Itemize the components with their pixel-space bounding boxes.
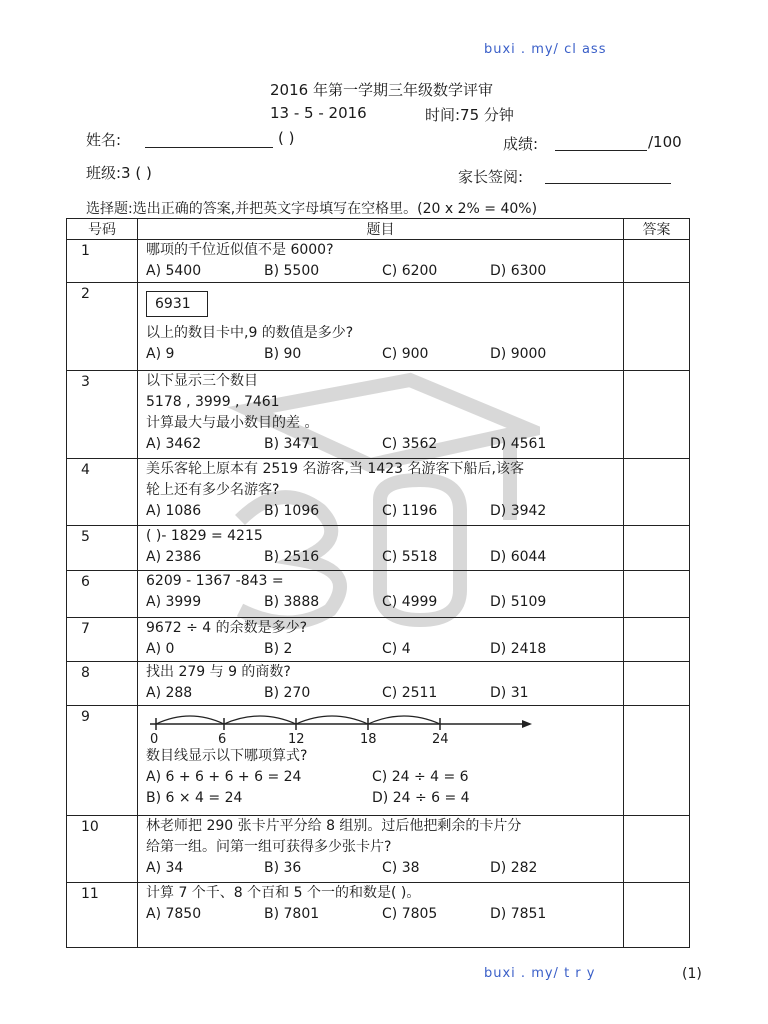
question-content bbox=[138, 706, 624, 816]
options-row bbox=[138, 501, 623, 522]
table-row bbox=[67, 371, 690, 459]
name-field-line bbox=[145, 147, 273, 148]
option-b: B) 3888 bbox=[264, 594, 320, 610]
option-b: B) 6 × 4 = 24 bbox=[146, 790, 243, 806]
option-c: C) 24 ÷ 4 = 6 bbox=[372, 769, 469, 785]
option-a: A) 34 bbox=[146, 860, 184, 876]
question-number: 1 bbox=[67, 240, 138, 283]
question-text: 5178 , 3999 , 7461 bbox=[146, 394, 280, 410]
option-c: C) 2511 bbox=[382, 685, 438, 701]
question-text: 林老师把 290 张卡片平分给 8 组别。过后他把剩余的卡片分 bbox=[146, 818, 522, 834]
options-row bbox=[138, 434, 623, 455]
answer-cell[interactable] bbox=[624, 371, 690, 459]
exam-title: 2016 年第一学期三年级数学评审 bbox=[270, 81, 493, 99]
score-label: 成绩: bbox=[503, 135, 539, 153]
question-content bbox=[138, 662, 624, 706]
tick-label: 24 bbox=[432, 732, 449, 746]
question-text: 计算 7 个千、8 个百和 5 个一的和数是( )。 bbox=[146, 885, 421, 901]
option-a: A) 1086 bbox=[146, 503, 202, 519]
question-text: ( )- 1829 = 4215 bbox=[146, 528, 263, 544]
exam-time: 时间:75 分钟 bbox=[425, 106, 514, 124]
option-d: D) 7851 bbox=[490, 906, 547, 922]
options-row bbox=[138, 767, 623, 788]
option-c: C) 900 bbox=[382, 346, 429, 362]
option-d: D) 3942 bbox=[490, 503, 547, 519]
options-row bbox=[138, 547, 623, 568]
question-number: 10 bbox=[67, 816, 138, 883]
question-number: 9 bbox=[67, 706, 138, 816]
table-header-row bbox=[67, 219, 690, 240]
option-c: C) 1196 bbox=[382, 503, 438, 519]
option-b: B) 3471 bbox=[264, 436, 320, 452]
table-row bbox=[67, 526, 690, 571]
table-row bbox=[67, 618, 690, 662]
question-number: 5 bbox=[67, 526, 138, 571]
parent-sign-label: 家长签阅: bbox=[458, 168, 524, 186]
tick-label: 0 bbox=[150, 732, 159, 746]
answer-cell[interactable] bbox=[624, 706, 690, 816]
option-b: B) 2516 bbox=[264, 549, 320, 565]
option-a: A) 9 bbox=[146, 346, 175, 362]
option-a: A) 7850 bbox=[146, 906, 202, 922]
question-content bbox=[138, 459, 624, 526]
option-a: A) 3462 bbox=[146, 436, 202, 452]
option-b: B) 5500 bbox=[264, 263, 320, 279]
option-b: B) 2 bbox=[264, 641, 293, 657]
tick-label: 12 bbox=[288, 732, 305, 746]
question-number: 6 bbox=[67, 571, 138, 618]
table-row bbox=[67, 283, 690, 371]
question-number: 8 bbox=[67, 662, 138, 706]
option-d: D) 282 bbox=[490, 860, 538, 876]
option-d: D) 2418 bbox=[490, 641, 547, 657]
table-row bbox=[67, 662, 690, 706]
exam-date: 13 - 5 - 2016 bbox=[270, 104, 367, 122]
options-row bbox=[138, 261, 623, 282]
option-a: A) 0 bbox=[146, 641, 175, 657]
header-answer: 答案 bbox=[624, 219, 690, 240]
name-label: 姓名: bbox=[86, 131, 122, 149]
question-text: 给第一组。问第一组可获得多少张卡片? bbox=[146, 839, 392, 855]
parent-sign-line bbox=[545, 183, 671, 184]
answer-cell[interactable] bbox=[624, 526, 690, 571]
option-b: B) 90 bbox=[264, 346, 302, 362]
top-url[interactable]: buxi . my/ cl ass bbox=[484, 42, 607, 57]
option-c: C) 4999 bbox=[382, 594, 438, 610]
question-text: 数目线显示以下哪项算式? bbox=[146, 748, 308, 764]
option-d: D) 9000 bbox=[490, 346, 547, 362]
score-total: /100 bbox=[648, 133, 682, 151]
option-d: D) 5109 bbox=[490, 594, 547, 610]
option-a: A) 3999 bbox=[146, 594, 202, 610]
header-question: 题目 bbox=[138, 219, 624, 240]
option-d: D) 24 ÷ 6 = 4 bbox=[372, 790, 470, 806]
question-table bbox=[66, 218, 690, 948]
score-field-line bbox=[555, 150, 647, 151]
question-number: 2 bbox=[67, 283, 138, 371]
option-c: C) 5518 bbox=[382, 549, 438, 565]
answer-cell[interactable] bbox=[624, 662, 690, 706]
option-b: B) 270 bbox=[264, 685, 311, 701]
tick-label: 6 bbox=[218, 732, 227, 746]
class-label: 班级:3 ( ) bbox=[86, 164, 152, 182]
answer-cell[interactable] bbox=[624, 571, 690, 618]
bottom-url[interactable]: buxi . my/ t r y bbox=[484, 966, 596, 981]
question-text: 以上的数目卡中,9 的数值是多少? bbox=[146, 325, 354, 341]
question-content bbox=[138, 371, 624, 459]
header-number: 号码 bbox=[67, 219, 138, 240]
question-content bbox=[138, 283, 624, 371]
options-row bbox=[138, 344, 623, 365]
table-row bbox=[67, 706, 690, 816]
option-a: A) 288 bbox=[146, 685, 193, 701]
options-row bbox=[138, 858, 623, 879]
question-text: 轮上还有多少名游客? bbox=[146, 482, 280, 498]
question-text: 9672 ÷ 4 的余数是多少? bbox=[146, 620, 308, 636]
question-content bbox=[138, 240, 624, 283]
table-row bbox=[67, 816, 690, 883]
section-instruction: 选择题:选出正确的答案,并把英文字母填写在空格里。(20 x 2% = 40%) bbox=[86, 201, 538, 217]
question-number: 3 bbox=[67, 371, 138, 459]
option-d: D) 6044 bbox=[490, 549, 547, 565]
question-text: 6209 - 1367 -843 = bbox=[146, 573, 284, 589]
option-a: A) 2386 bbox=[146, 549, 202, 565]
number-line bbox=[142, 706, 542, 746]
table-row bbox=[67, 571, 690, 618]
option-d: D) 6300 bbox=[490, 263, 547, 279]
option-b: B) 7801 bbox=[264, 906, 320, 922]
option-c: C) 7805 bbox=[382, 906, 438, 922]
tick-label: 18 bbox=[360, 732, 377, 746]
question-content bbox=[138, 883, 624, 948]
answer-cell[interactable] bbox=[624, 240, 690, 283]
answer-cell[interactable] bbox=[624, 816, 690, 883]
question-content bbox=[138, 816, 624, 883]
question-text: 美乐客轮上原本有 2519 名游客,当 1423 名游客下船后,该客 bbox=[146, 461, 524, 477]
table-row bbox=[67, 883, 690, 948]
question-number: 7 bbox=[67, 618, 138, 662]
table-row bbox=[67, 459, 690, 526]
option-a: A) 5400 bbox=[146, 263, 202, 279]
option-c: C) 4 bbox=[382, 641, 411, 657]
answer-cell[interactable] bbox=[624, 283, 690, 371]
number-card: 6931 bbox=[146, 291, 208, 317]
table-row bbox=[67, 240, 690, 283]
question-text: 以下显示三个数目 bbox=[146, 373, 258, 389]
question-text: 计算最大与最小数目的差 。 bbox=[146, 415, 319, 431]
question-text: 哪项的千位近似值不是 6000? bbox=[146, 242, 334, 258]
question-content bbox=[138, 618, 624, 662]
answer-cell[interactable] bbox=[624, 618, 690, 662]
question-number: 4 bbox=[67, 459, 138, 526]
options-row bbox=[138, 639, 623, 660]
question-text: 找出 279 与 9 的商数? bbox=[146, 664, 291, 680]
name-number-paren: ( ) bbox=[278, 129, 295, 147]
option-c: C) 38 bbox=[382, 860, 420, 876]
question-content bbox=[138, 571, 624, 618]
options-row bbox=[138, 592, 623, 613]
question-content bbox=[138, 526, 624, 571]
options-row bbox=[138, 904, 623, 925]
page-number: (1) bbox=[682, 966, 702, 982]
answer-cell[interactable] bbox=[624, 883, 690, 948]
options-row bbox=[138, 788, 623, 809]
option-b: B) 1096 bbox=[264, 503, 320, 519]
question-number: 11 bbox=[67, 883, 138, 948]
answer-cell[interactable] bbox=[624, 459, 690, 526]
option-c: C) 3562 bbox=[382, 436, 438, 452]
option-b: B) 36 bbox=[264, 860, 302, 876]
option-a: A) 6 + 6 + 6 + 6 = 24 bbox=[146, 769, 302, 785]
option-d: D) 4561 bbox=[490, 436, 547, 452]
option-d: D) 31 bbox=[490, 685, 529, 701]
options-row bbox=[138, 683, 623, 704]
option-c: C) 6200 bbox=[382, 263, 438, 279]
